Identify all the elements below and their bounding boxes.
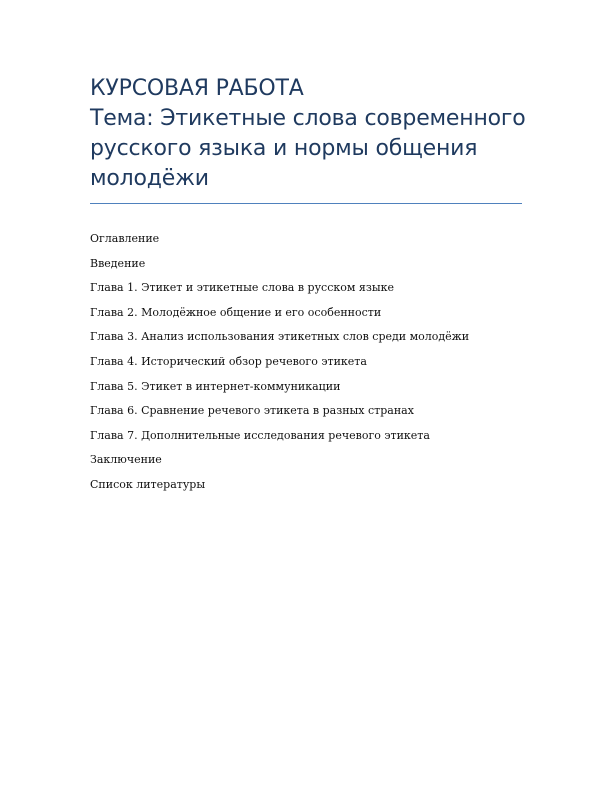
toc-item-chapter-2: Глава 2. Молодёжное общение и его особенности [90, 305, 382, 319]
toc-item-chapter-4: Глава 4. Исторический обзор речевого этикета [90, 354, 367, 368]
title-line-topic-3: молодёжи [90, 166, 209, 191]
toc-item-chapter-3: Глава 3. Анализ использования этикетных слов среди молодёжи [90, 330, 470, 344]
table-of-contents [90, 231, 522, 502]
toc-item-conclusion: Заключение [90, 453, 162, 467]
document-title [90, 74, 526, 194]
toc-item-chapter-5: Глава 5. Этикет в интернет-коммуникации [90, 379, 341, 393]
toc-item-chapter-7: Глава 7. Дополнительные исследования речевого этикета [90, 428, 430, 442]
toc-item-chapter-6: Глава 6. Сравнение речевого этикета в разных странах [90, 404, 414, 418]
toc-item-introduction: Введение [90, 256, 146, 270]
toc-item-references: Список литературы [90, 477, 206, 491]
title-line-topic-1: Тема: Этикетные слова современного [90, 106, 526, 131]
title-divider [90, 203, 522, 204]
toc-item-chapter-1: Глава 1. Этикет и этикетные слова в русском языке [90, 281, 395, 295]
title-line-course-work: КУРСОВАЯ РАБОТА [90, 76, 304, 101]
title-line-topic-2: русского языка и нормы общения [90, 136, 478, 161]
toc-item-contents: Оглавление [90, 232, 160, 245]
